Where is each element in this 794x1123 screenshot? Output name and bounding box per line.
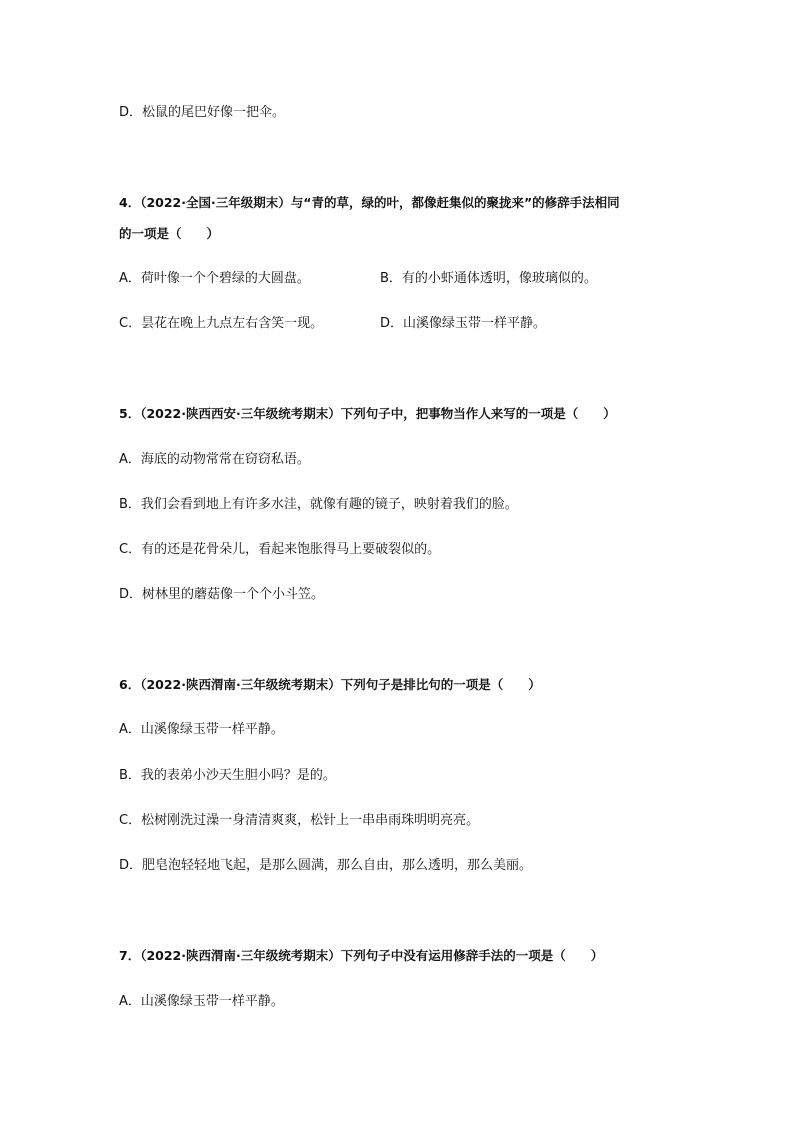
question-7-option-a: A．山溪像绿玉带一样平静。 bbox=[119, 994, 284, 1009]
question-5-option-b: B．我们会看到地上有许多水洼，就像有趣的镜子，映射着我们的脸。 bbox=[119, 497, 518, 512]
question-5-option-c: C．有的还是花骨朵儿，看起来饱胀得马上要破裂似的。 bbox=[119, 542, 441, 557]
question-4-option-c: C．昙花在晚上九点左右含笑一现。 bbox=[119, 316, 324, 331]
question-5-option-a: A．海底的动物常常在窃窃私语。 bbox=[119, 452, 310, 467]
question-7-stem: 7．（2022·陕西渭南·三年级统考期末）下列句子中没有运用修辞手法的一项是（ ） bbox=[119, 948, 604, 963]
question-6-option-c: C．松树刚洗过澡一身清清爽爽，松针上一串串雨珠明明亮亮。 bbox=[119, 813, 480, 828]
option-d-prev-question: D．松鼠的尾巴好像一把伞。 bbox=[119, 105, 286, 120]
question-6-option-a: A．山溪像绿玉带一样平静。 bbox=[119, 722, 284, 737]
question-4-stem-line2: 的一项是（ ） bbox=[119, 226, 220, 241]
question-6-option-d: D．肥皂泡轻轻地飞起，是那么圆满，那么自由，那么透明，那么美丽。 bbox=[119, 858, 533, 873]
question-5-stem: 5．（2022·陕西西安·三年级统考期末）下列句子中，把事物当作人来写的一项是（ ） bbox=[119, 406, 616, 421]
question-6-stem: 6．（2022·陕西渭南·三年级统考期末）下列句子是排比句的一项是（ ） bbox=[119, 677, 541, 692]
question-6-option-b: B．我的表弟小沙天生胆小吗？是的。 bbox=[119, 768, 336, 783]
question-5-option-d: D．树林里的蘑菇像一个个小斗笠。 bbox=[119, 587, 325, 602]
question-4-option-b: B．有的小虾通体透明，像玻璃似的。 bbox=[380, 271, 597, 286]
question-4-option-d: D．山溪像绿玉带一样平静。 bbox=[380, 316, 547, 331]
question-4-option-a: A．荷叶像一个个碧绿的大圆盘。 bbox=[119, 271, 310, 286]
question-4-stem-line1: 4．（2022·全国·三年级期末）与“青的草，绿的叶，都像赶集似的聚拢来”的修辞手法相同 bbox=[119, 195, 620, 210]
